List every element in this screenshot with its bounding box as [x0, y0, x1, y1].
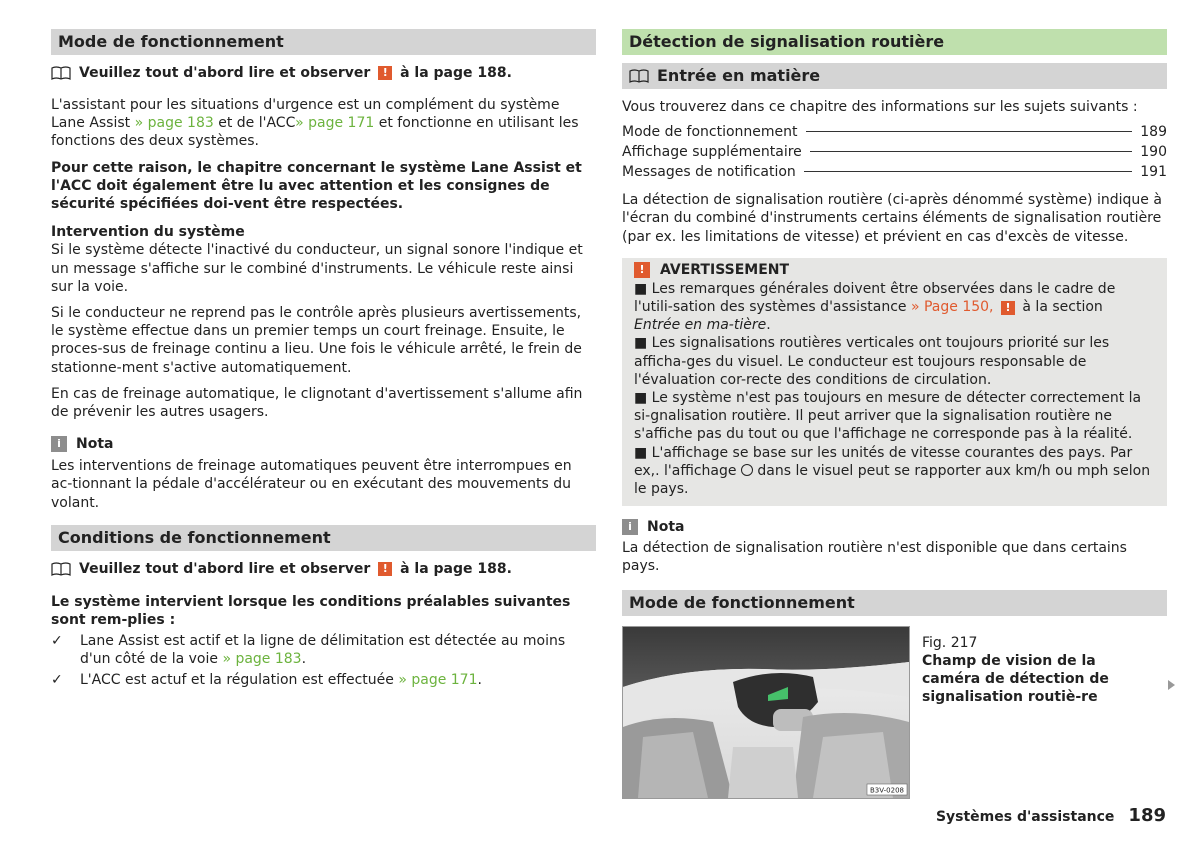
page-link[interactable]: » page 183 [222, 651, 302, 668]
page-footer [936, 805, 1166, 826]
bold-paragraph: Pour cette raison, le chapitre concernant le système Lane Assist et l'ACC doit également être lu avec attention et les consignes de sécurité spécifiées doi-vent être respectées. [51, 159, 582, 213]
speed-sign-icon [741, 464, 753, 476]
conditions-intro: Le système intervient lorsque les conditions préalables suivantes sont rem-plies : [51, 593, 571, 629]
section-title-mode: Mode de fonctionnement [51, 29, 596, 55]
page-link[interactable]: » Page 150, [910, 299, 994, 316]
warning-icon: ! [1001, 301, 1015, 315]
figure-label: Fig. 217 [922, 634, 978, 651]
right-column [622, 29, 1167, 799]
intro-text: Vous trouverez dans ce chapitre des informations sur les sujets suivants : [622, 99, 1138, 115]
info-icon: i [51, 436, 67, 452]
paragraph: Si le système détecte l'inactivé du conducteur, un signal sonore l'indique et un message s'affiche sur le combiné d'instruments. Le véhicule reste ainsi sur la voie. [51, 242, 583, 295]
list-item: ✓ L'ACC est actuf et la régulation est effectuée » page 171. [51, 671, 482, 688]
warning-icon: ! [634, 262, 650, 278]
chapter-title: Détection de signalisation routière [622, 29, 1167, 55]
figure-caption [922, 626, 1154, 799]
sub-heading: Intervention du système [51, 224, 245, 241]
warning-heading: ! AVERTISSEMENT [634, 260, 1153, 280]
check-icon: ✓ [51, 671, 63, 688]
nota-heading: i Nota [51, 435, 596, 453]
warning-icon: ! [378, 66, 392, 80]
warning-box [622, 258, 1167, 506]
figure-image [622, 626, 910, 799]
paragraph: En cas de freinage automatique, le clignotant d'avertissement s'allume afin de prévenir les autres usagers. [51, 385, 583, 421]
intro-title-bar: Entrée en matière [622, 63, 1167, 89]
section-title-conditions: Conditions de fonctionnement [51, 525, 596, 551]
paragraph: L'assistant pour les situations d'urgence est un complément du système Lane Assist » page 183 et de l'ACC» page 171 et fonctionne en utilisant les fonctions des deux systèmes. [51, 97, 579, 150]
page-link[interactable]: » page 183 [134, 115, 214, 132]
warning-bullet: ■ Les remarques générales doivent être observées dans le cadre de l'utili-sation des systèmes d'assistance » Page 150, ! à la section Entrée en ma-tière. [634, 280, 1116, 334]
check-icon: ✓ [51, 633, 63, 650]
next-page-arrow-icon [1168, 680, 1175, 690]
page-link[interactable]: » page 171 [398, 671, 478, 688]
warning-bullet: ■ L'affichage se base sur les unités de vitesse courantes des pays. Par ex,. l'affichage dans le visuel peut se rapporter aux km/h ou mph selon le pays. [634, 444, 1151, 498]
read-first-notice: Veuillez tout d'abord lire et observer ! à la page 188. [51, 560, 596, 578]
section-title-mode-right: Mode de fonctionnement [622, 590, 1167, 616]
description: La détection de signalisation routière (ci-après dénommé système) indique à l'écran du combiné d'instruments certains éléments de signalisation routière (par ex. les limitations de vitesse) et prévient en cas d'excès de vitesse. [622, 192, 1162, 245]
warning-bullet: ■ Les signalisations routières verticales ont toujours priorité sur les afficha-ges du visuel. Le conducteur est toujours responsable de l'évaluation cor-recte des conditions de circulation. [634, 335, 1110, 388]
toc-item[interactable]: Affichage supplémentaire 190 [622, 144, 1167, 161]
warning-icon: ! [378, 562, 392, 576]
toc-item[interactable]: Messages de notification 191 [622, 164, 1167, 181]
camera-view-illustration [623, 627, 909, 798]
toc [622, 122, 1167, 182]
nota-text: La détection de signalisation routière n'est disponible que dans certains pays. [622, 540, 1127, 575]
footer-title: Systèmes d'assistance [935, 809, 1115, 825]
list-item: ✓ Lane Assist est actif et la ligne de délimitation est détectée au moins d'un côté de la voie » page 183. [51, 633, 566, 668]
toc-item[interactable]: Mode de fonctionnement 189 [622, 124, 1167, 141]
page-link[interactable]: » page 171 [295, 115, 375, 132]
book-icon [51, 562, 71, 576]
warning-bullet: ■ Le système n'est pas toujours en mesure de détecter correctement la si-gnalisation routière. Il peut arriver que la signalisation routière ne s'affiche pas du tout ou que l'affichage ne corresponde pas à la réalité. [634, 390, 1142, 443]
paragraph: Si le conducteur ne reprend pas le contrôle après plusieurs avertissements, le système effectue dans un premier temps un court freinage. Ensuite, le proces-sus de freinage continu a lieu. Une fois le véhicule arrêté, le frein de stationne-ment s'active automatiquement. [51, 305, 582, 376]
nota-text: Les interventions de freinage automatiques peuvent être interrompues en ac-tionnant la pédale d'accélérateur ou en exécutant des mouvements du volant. [51, 458, 572, 511]
book-icon [51, 66, 71, 80]
left-column [51, 29, 596, 689]
book-icon [629, 69, 649, 83]
read-first-notice: Veuillez tout d'abord lire et observer ! à la page 188. [51, 64, 596, 82]
figure-code: B3V-0208 [870, 786, 904, 795]
info-icon: i [622, 519, 638, 535]
page-number: 189 [1128, 805, 1166, 826]
figure-caption-text: Champ de vision de la caméra de détection de signalisation routiè-re [922, 652, 1109, 706]
nota-heading: i Nota [622, 518, 1167, 536]
figure [622, 626, 1167, 799]
